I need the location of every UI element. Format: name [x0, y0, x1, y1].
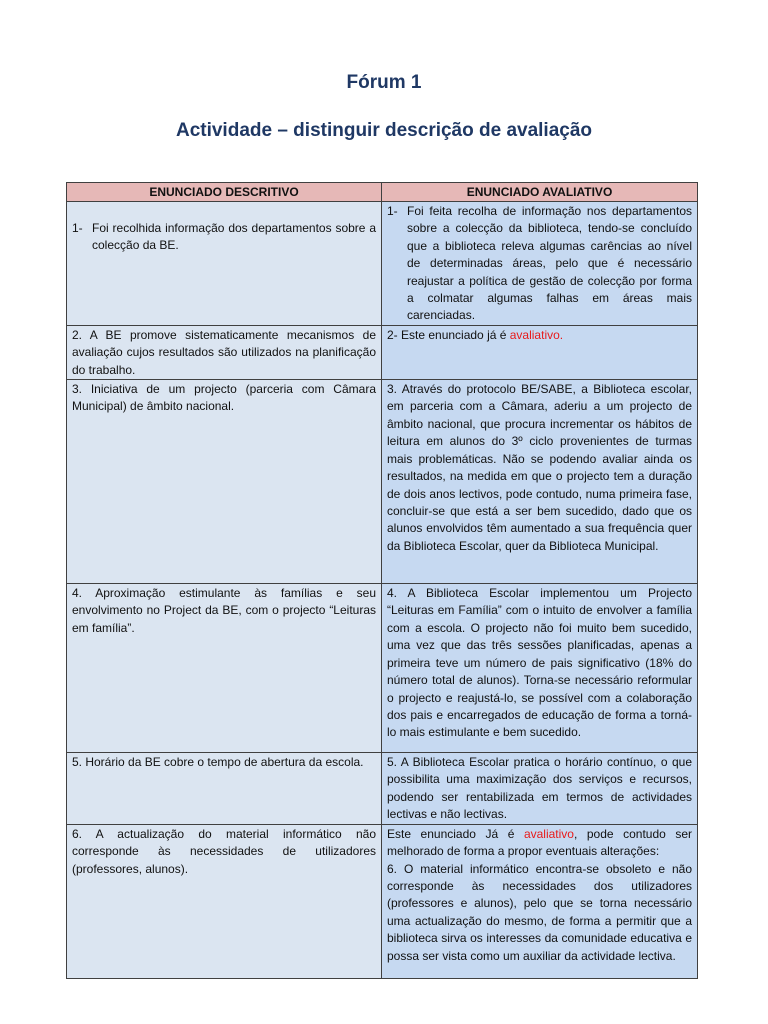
cell-descritivo: 6. A actualização do material informático não corresponde às necessidades de utilizadores (professores, alunos).	[67, 824, 382, 978]
highlight-text: avaliativo.	[509, 327, 564, 342]
table-header-row	[67, 183, 698, 202]
cell-avaliativo	[382, 202, 698, 326]
cell-avaliativo	[382, 824, 698, 978]
cell-descritivo: 3. Iniciativa de um projecto (parceria com Câmara Municipal) de âmbito nacional.	[67, 380, 382, 584]
cell-avaliativo: 5. A Biblioteca Escolar pratica o horário contínuo, o que possibilita uma maximização dos serviços e recursos, podendo ser rentabilizada em termos de actividades lectivas e não lectivas.	[382, 753, 698, 825]
table-row	[67, 584, 698, 753]
cell-avaliativo: 3. Através do protocolo BE/SABE, a Biblioteca escolar, em parceria com a Câmara, aderiu a um projecto de âmbito nacional, que procura incrementar os hábitos de leitura em alunos do 3º ciclo provenientes de turmas mais problemáticas. Não se podendo avaliar ainda os resultados, na medida em que o projecto tem a duração de dois anos lectivos, pode contudo, numa primeira fase, concluir-se que está a ser bem sucedido, dado que os alunos envolvidos têm aumentado a sua frequência quer da Biblioteca Escolar, quer da Biblioteca Municipal.	[382, 380, 698, 584]
cell-avaliativo	[382, 325, 698, 379]
cell-text: , pode contudo ser melhorado de forma a propor eventuais alterações:	[387, 826, 693, 859]
document-title: Fórum 1	[346, 72, 422, 93]
table-row	[67, 380, 698, 584]
item-number: 1-	[387, 204, 398, 218]
document-subtitle: Actividade – distinguir descrição de avaliação	[175, 120, 593, 141]
cell-avaliativo: 4. A Biblioteca Escolar implementou um Projecto “Leituras em Família” com o intuito de envolver a família com a escola. O projecto não foi muito bem sucedido, uma vez que das três sessões planificadas, apenas a primeira teve um número de pais significativo (18% do número total de alunos). Torna-se necessário reformular o projecto e reajustá-lo, se possível com a colaboração dos pais e encarregados de educação de forma a torná-lo mais estimulante e bem sucedido.	[382, 584, 698, 753]
highlight-text: avaliativo	[523, 826, 574, 841]
cell-descritivo: 4. Aproximação estimulante às famílias e seu envolvimento no Project da BE, com o projecto “Leituras em família”.	[67, 584, 382, 753]
item-number: 1-	[72, 221, 83, 235]
table-row	[67, 753, 698, 825]
cell-text: 6. O material informático encontra-se obsoleto e não corresponde às necessidades dos utilizadores (professores e alunos), pelo que se torna necessário uma actualização do mesmo, de forma a permitir que a biblioteca sirva os interesses da comunidade educativa e possa ser vista como um auxiliar da actividade lectiva.	[387, 861, 692, 963]
cell-text: Este enunciado Já é	[387, 826, 524, 841]
cell-text: Foi feita recolha de informação nos departamentos sobre a colecção da biblioteca, tendo-se concluído que a biblioteca releva algumas carências ao nível de determinadas áreas, pelo que é necessário reajustar a política de gestão de colecção por forma a colmatar algumas falhas em áreas mais carenciadas.	[407, 204, 692, 323]
header-descritivo: ENUNCIADO DESCRITIVO	[67, 183, 382, 202]
cell-descritivo: 5. Horário da BE cobre o tempo de abertura da escola.	[67, 753, 382, 825]
cell-text: Foi recolhida informação dos departamentos sobre a colecção da BE.	[92, 221, 376, 253]
table-row	[67, 325, 698, 379]
table-row	[67, 202, 698, 326]
comparison-table	[66, 182, 698, 979]
header-avaliativo: ENUNCIADO AVALIATIVO	[382, 183, 698, 202]
cell-text: 2- Este enunciado já é	[387, 327, 510, 342]
table-row	[67, 824, 698, 978]
cell-descritivo	[67, 202, 382, 326]
cell-descritivo: 2. A BE promove sistematicamente mecanismos de avaliação cujos resultados são utilizados na planificação do trabalho.	[67, 325, 382, 379]
